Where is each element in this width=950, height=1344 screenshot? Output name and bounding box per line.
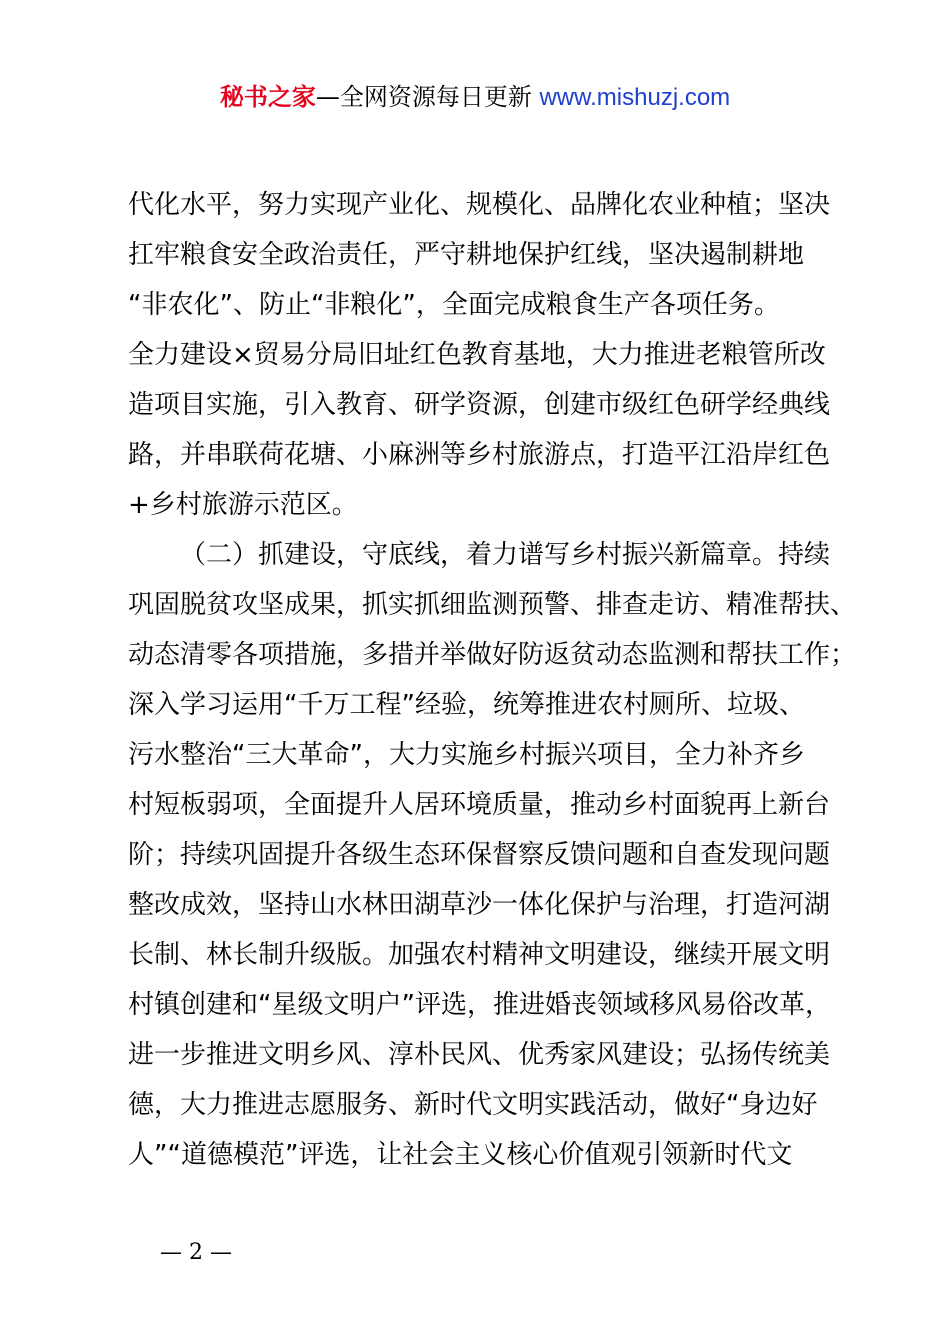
body-line: 人”“道德模范”评选，让社会主义核心价值观引领新时代文 [128, 1140, 793, 1170]
body-line: 污水整治“三大革命”，大力实施乡村振兴项目，全力补齐乡 [128, 740, 805, 770]
body-line: “非农化”、防止“非粮化”，全面完成粮食生产各项任务。 [128, 290, 780, 320]
body-line: 进一步推进文明乡风、淳朴民风、优秀家风建设；弘扬传统美 [128, 1040, 831, 1070]
body-line: 德，大力推进志愿服务、新时代文明实践活动，做好“身边好 [128, 1090, 818, 1120]
body-line: 扛牢粮食安全政治责任，严守耕地保护红线，坚决遏制耕地 [128, 240, 805, 270]
site-url-link[interactable]: www.mishuzj.com [539, 84, 731, 111]
body-line: 阶；持续巩固提升各级生态环保督察反馈问题和自查发现问题 [128, 840, 831, 870]
body-line: 深入学习运用“千万工程”经验，统筹推进农村厕所、垃圾、 [128, 690, 805, 720]
site-tagline: —全网资源每日更新 [315, 83, 532, 111]
body-line: 村短板弱项，全面提升人居环境质量，推动乡村面貌再上新台 [128, 790, 831, 820]
body-line: +乡村旅游示范区。 [128, 490, 358, 520]
page-number: — 2 — [160, 1240, 232, 1265]
body-line: 代化水平，努力实现产业化、规模化、品牌化农业种植；坚决 [128, 190, 831, 220]
site-brand: 秘书之家 [219, 83, 316, 111]
paragraph-heading-line: （二）抓建设，守底线，着力谱写乡村振兴新篇章。持续 [180, 540, 831, 570]
body-line: 路，并串联荷花塘、小麻洲等乡村旅游点，打造平江沿岸红色 [128, 440, 831, 470]
site-header [0, 80, 950, 115]
body-line: 巩固脱贫攻坚成果，抓实抓细监测预警、排查走访、精准帮扶、 [128, 590, 857, 620]
body-line: 全力建设×贸易分局旧址红色教育基地，大力推进老粮管所改 [128, 340, 826, 370]
body-line: 村镇创建和“星级文明户”评选，推进婚丧领域移风易俗改革， [128, 990, 831, 1020]
body-line: 整改成效，坚持山水林田湖草沙一体化保护与治理，打造河湖 [128, 890, 831, 920]
body-line: 造项目实施，引入教育、研学资源，创建市级红色研学经典线 [128, 390, 831, 420]
body-line: 长制、林长制升级版。加强农村精神文明建设，继续开展文明 [128, 940, 831, 970]
body-line: 动态清零各项措施，多措并举做好防返贫动态监测和帮扶工作； [128, 640, 857, 670]
